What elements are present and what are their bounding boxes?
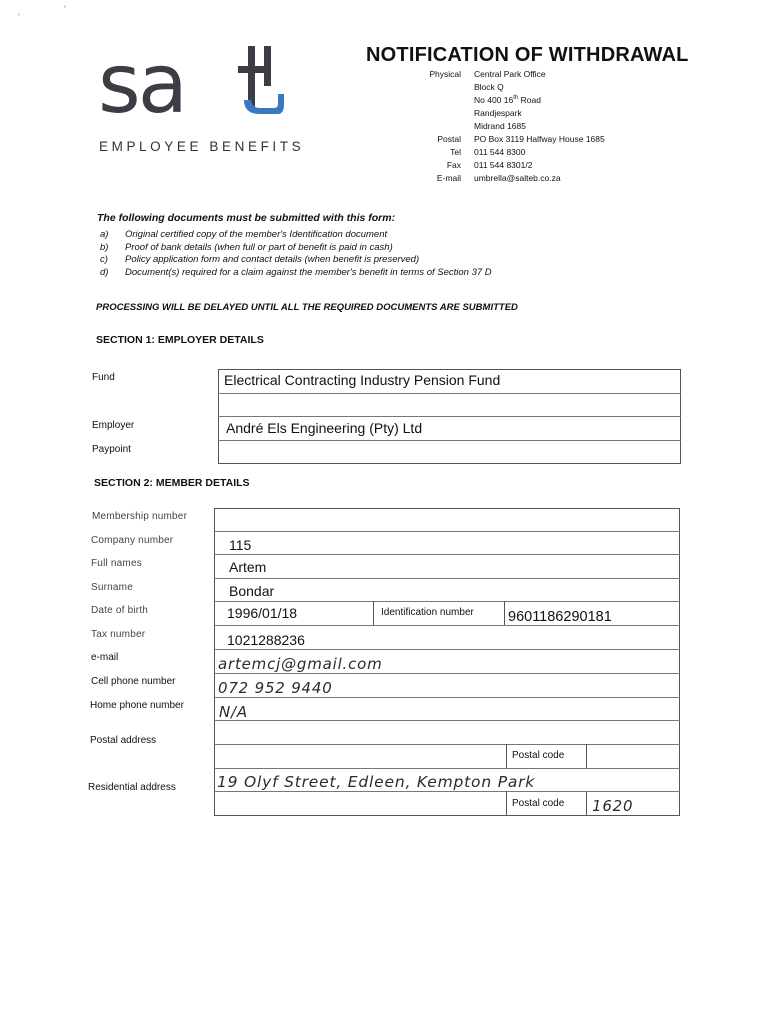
physical-line: Block Q [474,82,504,92]
fax-label: Fax [446,160,461,170]
dob-field[interactable]: 1996/01/18 [227,605,298,621]
logo-wordmark: sa [98,37,185,132]
tel-label: Tel [450,147,461,157]
fullnames-label: Full names [91,558,142,569]
postal-label: Postal [437,134,461,144]
contact-labels [395,68,461,185]
processing-warning: PROCESSING WILL BE DELAYED UNTIL ALL THE REQUIRED DOCUMENTS ARE SUBMITTED [96,302,518,313]
physical-line: Midrand 1685 [474,121,526,131]
tax-label: Tax number [91,629,146,640]
surname-field[interactable]: Bondar [229,583,275,599]
employer-field[interactable]: André Els Engineering (Pty) Ltd [226,420,423,436]
tel-value: 011 544 8300 [474,147,526,157]
email-value: umbrella@salteb.co.za [474,173,561,183]
postal-address-label: Postal address [90,735,157,746]
cell-phone-field[interactable]: 072 952 9440 [218,679,333,697]
paypoint-field[interactable] [224,444,674,462]
residential-postal-code-field[interactable]: 1620 [592,797,634,815]
home-phone-label: Home phone number [90,700,184,711]
instructions-heading: The following documents must be submitted with this form: [97,212,396,224]
cell-label: Cell phone number [91,676,176,687]
company-number-field[interactable]: 115 [229,537,252,553]
physical-line: Randjespark [474,108,522,118]
employer-label: Employer [92,420,135,431]
postal-value: PO Box 3119 Halfway House 1685 [474,134,605,144]
membership-number-field[interactable] [220,512,670,530]
home-phone-field[interactable]: N/A [219,703,248,721]
tax-number-field[interactable]: 1021288236 [227,632,305,648]
salt-logo [98,37,328,160]
email-field[interactable]: artemcj@gmail.com [218,655,383,673]
membership-label: Membership number [92,511,188,522]
scan-mark: ' [64,4,66,14]
list-item: d) Document(s) required for a claim against the member's benefit in terms of Section 37 D [100,266,492,278]
residential-postal-code-label: Postal code [512,798,565,809]
section2-heading: SECTION 2: MEMBER DETAILS [94,477,250,489]
residential-address-field[interactable]: 19 Olyf Street, Edleen, Kempton Park [217,773,536,791]
fax-value: 011 544 8301/2 [474,160,533,170]
physical-label: Physical [429,69,461,79]
paypoint-label: Paypoint [92,444,131,455]
full-names-field[interactable]: Artem [229,559,267,575]
instructions-list [100,229,492,279]
section1-heading: SECTION 1: EMPLOYER DETAILS [96,334,264,346]
fund-field[interactable]: Electrical Contracting Industry Pension Fund [224,372,501,388]
fund-label: Fund [92,372,115,383]
physical-line: Central Park Office [474,69,546,79]
id-number-label: Identification number [381,607,474,618]
company-label: Company number [91,535,174,546]
document-title: NOTIFICATION OF WITHDRAWAL [366,44,689,66]
id-number-field[interactable]: 9601186290181 [508,609,612,625]
postal-code-label: Postal code [512,750,565,761]
email-field-label: e-mail [91,652,119,663]
dob-label: Date of birth [91,605,149,616]
physical-road: No 400 16th Road [474,95,541,105]
list-item: c) Policy application form and contact details (when benefit is preserved) [100,254,420,266]
email-label: E-mail [436,173,461,183]
contact-values [474,68,674,185]
postal-code-field[interactable] [592,749,674,767]
postal-address-field[interactable] [220,724,670,742]
list-item: a) Original certified copy of the member's Identification document [100,229,388,240]
residential-address-label: Residential address [88,782,176,793]
list-item: b) Proof of bank details (when full or part of benefit is paid in cash) [100,241,393,253]
scan-mark: ' [18,12,20,22]
logo-cross-icon [238,46,284,116]
logo-tagline: EMPLOYEE BENEFITS [99,139,305,154]
surname-label: Surname [91,582,133,593]
